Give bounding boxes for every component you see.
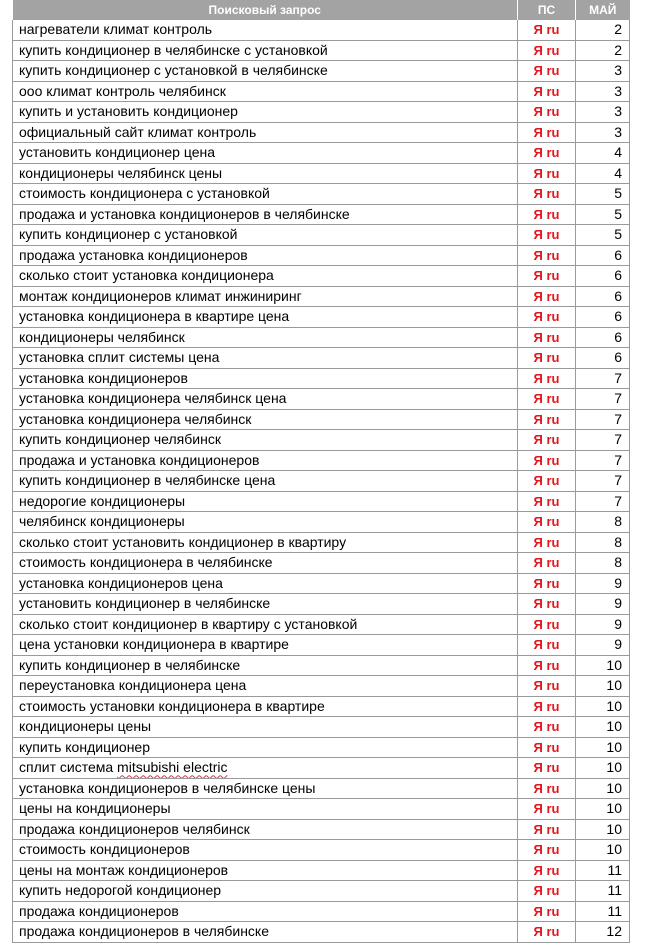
query-text: ооо климат контроль челябинск	[19, 82, 226, 99]
query-text: установить кондиционер в челябинске	[19, 595, 271, 612]
table-row	[13, 840, 630, 861]
query-text: продажа кондиционеров	[19, 902, 179, 919]
position-value-cell: 2	[576, 40, 630, 61]
search-engine-cell	[518, 594, 576, 615]
query-cell	[13, 594, 518, 615]
table-row	[13, 676, 630, 697]
position-value-cell: 10	[576, 676, 630, 697]
search-engine-cell	[518, 225, 576, 246]
table-row	[13, 717, 630, 738]
yandex-ru-label: Я ru	[533, 780, 560, 796]
search-engine-cell	[518, 368, 576, 389]
query-text: цены на кондиционеры	[19, 800, 171, 817]
query-cell	[13, 922, 518, 943]
position-value-cell: 4	[576, 163, 630, 184]
position-value-cell: 9	[576, 635, 630, 656]
query-text: установка сплит системы цена	[19, 349, 220, 366]
query-cell	[13, 307, 518, 328]
query-cell	[13, 881, 518, 902]
query-cell	[13, 143, 518, 164]
query-cell	[13, 266, 518, 287]
search-engine-cell	[518, 655, 576, 676]
search-engine-cell	[518, 491, 576, 512]
search-engine-cell	[518, 471, 576, 492]
table-row	[13, 635, 630, 656]
yandex-ru-label: Я ru	[533, 22, 560, 38]
position-value-cell: 5	[576, 184, 630, 205]
table-row	[13, 491, 630, 512]
yandex-ru-label: Я ru	[533, 288, 560, 304]
query-cell	[13, 348, 518, 369]
table-row	[13, 471, 630, 492]
query-text: установка кондиционера в квартире цена	[19, 308, 290, 325]
position-value-cell: 6	[576, 286, 630, 307]
yandex-ru-label: Я ru	[533, 903, 560, 919]
search-engine-cell	[518, 778, 576, 799]
search-engine-cell	[518, 901, 576, 922]
query-text: сплит система mitsubishi electric	[19, 759, 228, 776]
yandex-ru-label: Я ru	[533, 391, 560, 407]
query-cell	[13, 368, 518, 389]
query-text: купить кондиционер	[19, 738, 150, 755]
search-engine-cell	[518, 245, 576, 266]
query-cell	[13, 737, 518, 758]
query-cell	[13, 286, 518, 307]
query-cell	[13, 409, 518, 430]
table-row	[13, 594, 630, 615]
query-text: купить кондиционер в челябинске с установкой	[19, 41, 328, 58]
yandex-ru-label: Я ru	[533, 801, 560, 817]
yandex-ru-label: Я ru	[533, 370, 560, 386]
table-row	[13, 409, 630, 430]
table-body	[13, 20, 630, 942]
position-value-cell: 3	[576, 61, 630, 82]
query-text: недорогие кондиционеры	[19, 492, 186, 509]
position-value-cell: 7	[576, 368, 630, 389]
position-value-cell: 3	[576, 81, 630, 102]
table-row	[13, 368, 630, 389]
query-text: сколько стоит установка кондиционера	[19, 267, 274, 284]
query-text: сколько стоит установить кондиционер в квартиру	[19, 533, 347, 550]
query-text: установка кондиционера челябинск	[19, 410, 252, 427]
query-text: купить недорогой кондиционер	[19, 882, 222, 899]
query-text: нагреватели климат контроль	[19, 21, 213, 38]
table-row	[13, 860, 630, 881]
query-cell	[13, 717, 518, 738]
query-text: купить кондиционер в челябинске	[19, 656, 241, 673]
position-value-cell: 11	[576, 881, 630, 902]
query-cell	[13, 389, 518, 410]
yandex-ru-label: Я ru	[533, 862, 560, 878]
table-row	[13, 430, 630, 451]
search-engine-cell	[518, 286, 576, 307]
search-engine-cell	[518, 184, 576, 205]
query-text: цена установки кондиционера в квартире	[19, 636, 289, 653]
query-cell	[13, 512, 518, 533]
table-row	[13, 143, 630, 164]
column-header-query: Поисковый запрос	[13, 0, 518, 20]
table-row	[13, 20, 630, 40]
table-row	[13, 266, 630, 287]
query-text: продажа кондиционеров в челябинске	[19, 923, 270, 940]
search-engine-cell	[518, 143, 576, 164]
query-text: продажа кондиционеров челябинск	[19, 820, 250, 837]
query-cell	[13, 430, 518, 451]
search-engine-cell	[518, 614, 576, 635]
position-value-cell: 10	[576, 655, 630, 676]
table-row	[13, 61, 630, 82]
yandex-ru-label: Я ru	[533, 227, 560, 243]
position-value-cell: 10	[576, 737, 630, 758]
position-value-cell: 6	[576, 245, 630, 266]
position-value-cell: 10	[576, 840, 630, 861]
table-row	[13, 799, 630, 820]
query-cell	[13, 450, 518, 471]
query-cell	[13, 163, 518, 184]
position-value-cell: 7	[576, 491, 630, 512]
query-cell	[13, 491, 518, 512]
position-value-cell: 5	[576, 204, 630, 225]
yandex-ru-label: Я ru	[533, 657, 560, 673]
yandex-ru-label: Я ru	[533, 268, 560, 284]
query-text: стоимость кондиционеров	[19, 841, 190, 858]
search-engine-cell	[518, 696, 576, 717]
yandex-ru-label: Я ru	[533, 247, 560, 263]
search-engine-cell	[518, 122, 576, 143]
query-cell	[13, 20, 518, 40]
yandex-ru-label: Я ru	[533, 821, 560, 837]
query-cell	[13, 532, 518, 553]
yandex-ru-label: Я ru	[533, 678, 560, 694]
yandex-ru-label: Я ru	[533, 596, 560, 612]
search-engine-cell	[518, 717, 576, 738]
yandex-ru-label: Я ru	[533, 473, 560, 489]
search-engine-cell	[518, 409, 576, 430]
query-cell	[13, 184, 518, 205]
table-row	[13, 184, 630, 205]
search-engine-cell	[518, 389, 576, 410]
table-row	[13, 307, 630, 328]
query-cell	[13, 471, 518, 492]
position-value-cell: 7	[576, 471, 630, 492]
yandex-ru-label: Я ru	[533, 350, 560, 366]
search-engine-cell	[518, 307, 576, 328]
search-engine-cell	[518, 532, 576, 553]
position-value-cell: 4	[576, 143, 630, 164]
search-engine-cell	[518, 573, 576, 594]
yandex-ru-label: Я ru	[533, 637, 560, 653]
query-cell	[13, 102, 518, 123]
query-text: установка кондиционеров	[19, 369, 188, 386]
search-engine-cell	[518, 266, 576, 287]
query-text: установить кондиционер цена	[19, 144, 216, 161]
query-cell	[13, 573, 518, 594]
query-text: продажа и установка кондиционеров	[19, 451, 260, 468]
search-engine-cell	[518, 860, 576, 881]
yandex-ru-label: Я ru	[533, 739, 560, 755]
position-value-cell: 10	[576, 778, 630, 799]
table-row	[13, 225, 630, 246]
position-value-cell: 10	[576, 717, 630, 738]
table-row	[13, 122, 630, 143]
position-value-cell: 10	[576, 696, 630, 717]
query-text: установка кондиционера челябинск цена	[19, 390, 287, 407]
table-row	[13, 922, 630, 943]
query-cell	[13, 901, 518, 922]
search-engine-cell	[518, 676, 576, 697]
search-engine-cell	[518, 737, 576, 758]
query-text: цены на монтаж кондиционеров	[19, 861, 229, 878]
query-cell	[13, 758, 518, 779]
query-cell	[13, 778, 518, 799]
yandex-ru-label: Я ru	[533, 698, 560, 714]
search-engine-cell	[518, 20, 576, 40]
yandex-ru-label: Я ru	[533, 104, 560, 120]
yandex-ru-label: Я ru	[533, 83, 560, 99]
search-engine-cell	[518, 40, 576, 61]
query-text: купить кондиционер с установкой в челябинске	[19, 62, 328, 79]
query-text: купить и установить кондиционер	[19, 103, 238, 120]
query-cell	[13, 327, 518, 348]
search-engine-cell	[518, 430, 576, 451]
table-row	[13, 532, 630, 553]
search-engine-cell	[518, 553, 576, 574]
position-value-cell: 10	[576, 799, 630, 820]
yandex-ru-label: Я ru	[533, 206, 560, 222]
search-engine-cell	[518, 348, 576, 369]
table-row	[13, 102, 630, 123]
yandex-ru-label: Я ru	[533, 719, 560, 735]
position-value-cell: 8	[576, 512, 630, 533]
search-engine-cell	[518, 799, 576, 820]
search-engine-cell	[518, 922, 576, 943]
query-text: челябинск кондиционеры	[19, 513, 185, 530]
search-engine-cell	[518, 81, 576, 102]
keyword-positions-table	[12, 0, 630, 943]
query-cell	[13, 553, 518, 574]
query-text: установка кондиционеров в челябинске цены	[19, 779, 316, 796]
position-value-cell: 3	[576, 102, 630, 123]
table-row	[13, 778, 630, 799]
table-row	[13, 204, 630, 225]
yandex-ru-label: Я ru	[533, 534, 560, 550]
yandex-ru-label: Я ru	[533, 186, 560, 202]
column-header-ps: ПС	[518, 0, 576, 20]
table-row	[13, 81, 630, 102]
query-text: стоимость кондиционера с установкой	[19, 185, 270, 202]
yandex-ru-label: Я ru	[533, 924, 560, 940]
position-value-cell: 5	[576, 225, 630, 246]
query-cell	[13, 840, 518, 861]
query-cell	[13, 204, 518, 225]
table-row	[13, 450, 630, 471]
position-value-cell: 6	[576, 266, 630, 287]
yandex-ru-label: Я ru	[533, 493, 560, 509]
table-row	[13, 163, 630, 184]
query-text: продажа установка кондиционеров	[19, 246, 248, 263]
yandex-ru-label: Я ru	[533, 42, 560, 58]
position-value-cell: 9	[576, 594, 630, 615]
query-text: монтаж кондиционеров климат инжиниринг	[19, 287, 302, 304]
yandex-ru-label: Я ru	[533, 883, 560, 899]
table-row	[13, 553, 630, 574]
position-value-cell: 8	[576, 532, 630, 553]
position-value-cell: 12	[576, 922, 630, 943]
search-engine-cell	[518, 102, 576, 123]
position-value-cell: 11	[576, 901, 630, 922]
position-value-cell: 6	[576, 307, 630, 328]
query-cell	[13, 614, 518, 635]
query-cell	[13, 81, 518, 102]
yandex-ru-label: Я ru	[533, 329, 560, 345]
position-value-cell: 10	[576, 819, 630, 840]
search-engine-cell	[518, 758, 576, 779]
search-engine-cell	[518, 512, 576, 533]
table-row	[13, 286, 630, 307]
yandex-ru-label: Я ru	[533, 432, 560, 448]
table-row	[13, 901, 630, 922]
query-cell	[13, 61, 518, 82]
query-cell	[13, 40, 518, 61]
query-cell	[13, 655, 518, 676]
table-row	[13, 881, 630, 902]
position-value-cell: 9	[576, 573, 630, 594]
query-text: сколько стоит кондиционер в квартиру с установкой	[19, 615, 358, 632]
yandex-ru-label: Я ru	[533, 555, 560, 571]
yandex-ru-label: Я ru	[533, 616, 560, 632]
table-row	[13, 512, 630, 533]
yandex-ru-label: Я ru	[533, 165, 560, 181]
yandex-ru-label: Я ru	[533, 63, 560, 79]
search-engine-cell	[518, 163, 576, 184]
position-value-cell: 7	[576, 409, 630, 430]
column-header-month: МАЙ	[576, 0, 630, 20]
search-engine-cell	[518, 840, 576, 861]
query-text: установка кондиционеров цена	[19, 574, 223, 591]
search-engine-cell	[518, 450, 576, 471]
yandex-ru-label: Я ru	[533, 760, 560, 776]
table-row	[13, 758, 630, 779]
query-text: переустановка кондиционера цена	[19, 677, 247, 694]
search-engine-cell	[518, 61, 576, 82]
position-value-cell: 8	[576, 553, 630, 574]
position-value-cell: 6	[576, 348, 630, 369]
search-engine-cell	[518, 204, 576, 225]
table-row	[13, 614, 630, 635]
query-cell	[13, 676, 518, 697]
query-cell	[13, 696, 518, 717]
position-value-cell: 11	[576, 860, 630, 881]
yandex-ru-label: Я ru	[533, 411, 560, 427]
query-cell	[13, 225, 518, 246]
search-engine-cell	[518, 635, 576, 656]
query-text: стоимость установки кондиционера в квартире	[19, 697, 325, 714]
position-value-cell: 3	[576, 122, 630, 143]
yandex-ru-label: Я ru	[533, 575, 560, 591]
table-row	[13, 819, 630, 840]
position-value-cell: 2	[576, 20, 630, 40]
query-cell	[13, 819, 518, 840]
query-text: купить кондиционер в челябинске цена	[19, 472, 276, 489]
position-value-cell: 10	[576, 758, 630, 779]
query-text: стоимость кондиционера в челябинске	[19, 554, 273, 571]
query-text: продажа и установка кондиционеров в челябинске	[19, 205, 350, 222]
query-text: кондиционеры челябинск	[19, 328, 185, 345]
yandex-ru-label: Я ru	[533, 309, 560, 325]
position-value-cell: 9	[576, 614, 630, 635]
table-row	[13, 696, 630, 717]
query-cell	[13, 122, 518, 143]
yandex-ru-label: Я ru	[533, 842, 560, 858]
query-text: купить кондиционер с установкой	[19, 226, 238, 243]
query-cell	[13, 799, 518, 820]
query-cell	[13, 635, 518, 656]
position-value-cell: 7	[576, 450, 630, 471]
query-text: официальный сайт климат контроль	[19, 123, 257, 140]
yandex-ru-label: Я ru	[533, 145, 560, 161]
position-value-cell: 7	[576, 389, 630, 410]
table-row	[13, 655, 630, 676]
position-value-cell: 7	[576, 430, 630, 451]
search-engine-cell	[518, 819, 576, 840]
search-engine-cell	[518, 327, 576, 348]
table-row	[13, 573, 630, 594]
yandex-ru-label: Я ru	[533, 124, 560, 140]
yandex-ru-label: Я ru	[533, 514, 560, 530]
table-row	[13, 327, 630, 348]
query-cell	[13, 245, 518, 266]
table-row	[13, 40, 630, 61]
query-cell	[13, 860, 518, 881]
table-row	[13, 245, 630, 266]
query-text: кондиционеры челябинск цены	[19, 164, 223, 181]
search-engine-cell	[518, 881, 576, 902]
query-text: кондиционеры цены	[19, 718, 152, 735]
table-header-row	[13, 0, 630, 20]
position-value-cell: 6	[576, 327, 630, 348]
keyword-table-sheet	[12, 0, 629, 943]
table-row	[13, 389, 630, 410]
yandex-ru-label: Я ru	[533, 452, 560, 468]
query-text: купить кондиционер челябинск	[19, 431, 221, 448]
table-row	[13, 737, 630, 758]
table-row	[13, 348, 630, 369]
